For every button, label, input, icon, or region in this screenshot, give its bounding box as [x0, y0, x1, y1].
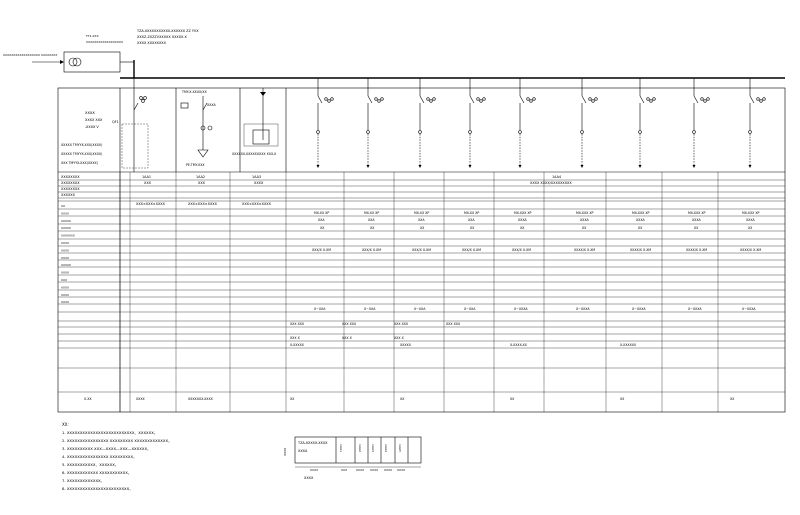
- cabinet-id-3: 1AA4: [384, 444, 388, 453]
- ct-ratio-6: XXXX/X X.XM: [630, 248, 652, 252]
- feeder-3-ct: [469, 131, 472, 134]
- feeder-7-ct: [693, 131, 696, 134]
- breaker-number-3: XX: [470, 226, 475, 230]
- feeder-5-meter-0: [589, 98, 592, 101]
- cable-spec-1: XXXXX: [400, 343, 411, 347]
- ammeter-range-5: X~XXXA: [576, 307, 590, 311]
- breaker-type-1: MX-XX XP: [364, 211, 380, 215]
- feeder-8-arrow: [749, 165, 752, 168]
- item-label-9: XXXX: [61, 270, 69, 275]
- ct-ratio-4: XXX/X X.XM: [512, 248, 531, 252]
- metering-outer-box: [244, 124, 278, 146]
- feeder-3-meter-0: [477, 98, 480, 101]
- ct-ratio-2: XXX/X X.XM: [412, 248, 431, 252]
- metering-column: [232, 88, 278, 156]
- feeder-4-meter-2: [533, 98, 536, 101]
- power-value-2: XXX XXX: [394, 322, 409, 326]
- feeder-5-ct: [581, 131, 584, 134]
- note-1: 1. XXXXXXXXXXXXXXXXXXXXXXXXXX，XXXXXX。: [62, 430, 158, 435]
- col-type-1: XXX: [198, 181, 205, 185]
- col-type-2: XXXX: [254, 181, 264, 185]
- note-2: 2. XXXXXXXXXXXXXXXX XXXXXXXXX XXXXXXXXXXXXX。: [62, 438, 172, 443]
- feeder-3-meter-2: [483, 98, 486, 101]
- col-dim-0: XXX×XXX×XXXX: [136, 202, 165, 206]
- metering-label: XXXXXX-XXXXXXXXX XXX-X: [232, 152, 277, 156]
- left-info-panel: [61, 111, 103, 165]
- breaker-type-5: MX-XXX XP: [576, 211, 594, 215]
- footer-label-3: XX: [290, 397, 295, 401]
- feeder-1-ct: [367, 131, 370, 134]
- power-value-0: XXX XXX: [290, 322, 305, 326]
- cabinet-layout-sub: XXXA: [298, 449, 308, 453]
- row-label-2: XXXXXXXX: [61, 187, 80, 191]
- main-bus-pe-symbol: [198, 150, 208, 157]
- col-type-0: XXX: [144, 181, 151, 185]
- col-id-2: 1AA3: [252, 175, 262, 179]
- breaker-number-5: XX: [582, 226, 587, 230]
- feeder-1-meter-1: [378, 100, 381, 103]
- footer-label-2: XXXXXXX-XXXX: [188, 397, 213, 401]
- note-3: 3. XXXXXXXXXX XXX—XXXX—XXX—XXXXXX。: [62, 446, 151, 451]
- note-8: 8. XXXXXXXXXXXXXXXXXXXXXXXX。: [62, 486, 134, 491]
- schedule-table-cells: [61, 204, 761, 401]
- main-bus-rating: XXXA: [207, 103, 216, 107]
- col-dim-1: XXX×XXX×XXXX: [188, 202, 217, 206]
- feeder-6-ct: [639, 131, 642, 134]
- col-id-3: 1AA4: [552, 175, 562, 179]
- feeder-2-meter-1: [430, 100, 433, 103]
- note-4: 4. XXXXXXXXXXXXXXXX XXXXXXXXX。: [62, 454, 137, 459]
- pe-label: PE-TMY-XXX: [186, 163, 205, 167]
- outgoing-feeders: [317, 78, 766, 168]
- feeder-6-meter-0: [647, 98, 650, 101]
- col-id-1: 1AA2: [196, 175, 206, 179]
- current-value-2: XXX X: [394, 336, 404, 340]
- incoming-section: [3, 29, 199, 78]
- cabinet-id-4: 1AA5: [398, 444, 402, 453]
- breaker-rating-3: XXA: [468, 218, 475, 222]
- main-bus-label: TMY-X.XXXX/XX: [182, 90, 207, 94]
- feeder-0-ct: [317, 131, 320, 134]
- cabinet-dim-0: XXXX: [310, 468, 319, 472]
- main-bus-meter-box: [181, 103, 188, 108]
- breaker-rating-6: XXXA: [636, 218, 645, 222]
- feeder-3-meter-1: [480, 100, 483, 103]
- notes-title: XX：: [62, 422, 72, 427]
- feeder-1-meter-2: [381, 98, 384, 101]
- incomer-column: [112, 78, 148, 172]
- col-group: XXXX XXXX/XXXXXXXXX: [530, 181, 572, 185]
- item-label-8: XXXXX: [61, 263, 71, 268]
- note-7: 7. XXXXXXXXXXXXX。: [62, 478, 105, 483]
- incoming-spec-2: XXXZ-ZXZZVXXXXX XXXXX.X: [137, 35, 187, 39]
- feeder-0-meter-1: [328, 100, 331, 103]
- breaker-type-3: MX-XX XP: [464, 211, 480, 215]
- cable-spec-3: X-XXXXXX: [620, 343, 637, 347]
- power-value-1: XXX XXX: [342, 322, 357, 326]
- cabinet-id-2: 1AA3: [371, 444, 375, 453]
- item-label-1: XXXX: [61, 211, 69, 216]
- feeder-6-meter-1: [650, 100, 653, 103]
- incoming-line-label: XXXXXXXXXXXXXXXXXX XXXXXXXX: [3, 53, 58, 57]
- col-dim-2: XXX×XXX×XXXX: [242, 202, 271, 206]
- transformer-box: [64, 52, 120, 72]
- feeder-0-breaker: [318, 96, 322, 103]
- feeder-7-meter-0: [701, 98, 704, 101]
- breaker-type-7: MX-XXX XP: [688, 211, 706, 215]
- ct-ratio-0: XXX/X X.XM: [312, 248, 331, 252]
- cabinet-caption: XXXX: [304, 476, 314, 480]
- feeder-4-ct: [519, 131, 522, 134]
- cable-spec-0: X-XXXXX: [290, 343, 304, 347]
- breaker-number-6: XX: [638, 226, 643, 230]
- power-value-3: XXX XXX: [446, 322, 461, 326]
- ammeter-range-1: X~XXA: [364, 307, 376, 311]
- incomer-qf1-label: QF1: [112, 120, 119, 124]
- cabinet-dim-1: XXX: [341, 468, 348, 472]
- footer-label-5: XX: [510, 397, 515, 401]
- ct-ratio-3: XXX/X X.XM: [462, 248, 481, 252]
- breaker-rating-2: XXA: [418, 218, 425, 222]
- feeder-0-meter-0: [325, 98, 328, 101]
- left-panel-meter-1: XXXXX TMYYX-XXX(XXXX): [61, 143, 103, 147]
- feeder-7-breaker: [694, 96, 698, 103]
- metering-box: [253, 130, 269, 144]
- item-label-6: XXXX: [61, 248, 69, 253]
- feeder-6-arrow: [639, 165, 642, 168]
- left-panel-meter-2: XXXXX TMYYX-XXX(XXXX): [61, 152, 103, 156]
- feeder-8-ct: [749, 131, 752, 134]
- notes-block: [62, 422, 172, 491]
- incomer-breaker-contact: [134, 103, 138, 110]
- feeder-6-breaker: [640, 96, 644, 103]
- feeder-8-breaker: [750, 96, 754, 103]
- item-label-5: XXXX: [61, 241, 69, 245]
- feeder-2-arrow: [419, 165, 422, 168]
- feeder-6-meter-2: [653, 98, 656, 101]
- main-bus-ct-2: [208, 126, 212, 130]
- feeder-1-meter-0: [375, 98, 378, 101]
- cabinet-dim-2: XXXX: [356, 468, 365, 472]
- row-label-0: XXXXXXXX: [61, 175, 80, 179]
- breaker-rating-0: XXA: [318, 218, 325, 222]
- cabinet-layout-label: TZA-XXXXX-XXXX: [298, 441, 328, 445]
- ct-ratio-1: XXX/X X.XM: [362, 248, 381, 252]
- transformer-label-1: TT1-XXX: [86, 34, 99, 38]
- breaker-rating-7: XXXA: [692, 218, 701, 222]
- cabinet-id-1: 1AA2: [358, 444, 362, 453]
- ammeter-range-6: X~XXXA: [632, 307, 646, 311]
- left-panel-title: XXXX: [85, 111, 95, 115]
- note-6: 6. XXXXXXXXXXXX XXXXXXXXXXX。: [62, 470, 132, 475]
- feeder-3-breaker: [470, 96, 474, 103]
- feeder-4-meter-1: [530, 100, 533, 103]
- breaker-number-8: XX: [748, 226, 753, 230]
- feeder-5-breaker: [582, 96, 586, 103]
- footer-label-7: XX: [730, 397, 735, 401]
- row-label-3: XXXXXX: [61, 193, 75, 197]
- ct-ratio-7: XXXX/X X.XM: [686, 248, 708, 252]
- schedule-table: [58, 172, 785, 412]
- feeder-5-meter-1: [592, 100, 595, 103]
- incoming-spec-3: XXXX XXXXXXXX: [137, 41, 166, 45]
- footer-label-1: XXXX: [136, 397, 145, 401]
- cabinet-layout: [283, 437, 421, 480]
- note-5: 5. XXXXXXXXXXX，XXXXXX。: [62, 462, 119, 467]
- feeder-1-breaker: [368, 96, 372, 103]
- feeder-2-meter-2: [433, 98, 436, 101]
- incoming-arrow: [60, 60, 64, 64]
- feeder-4-arrow: [519, 165, 522, 168]
- feeder-7-meter-2: [707, 98, 710, 101]
- breaker-rating-5: XXXA: [580, 218, 589, 222]
- col-id-0: 1AA1: [142, 175, 152, 179]
- ammeter-range-3: X~XXA: [464, 307, 476, 311]
- breaker-number-4: XX: [520, 226, 525, 230]
- ammeter-range-2: X~XXA: [414, 307, 426, 311]
- breaker-type-4: MX-XXX XP: [514, 211, 532, 215]
- ammeter-range-0: X~XXA: [314, 307, 326, 311]
- feeder-4-breaker: [520, 96, 524, 103]
- breaker-type-6: MX-XXX XP: [632, 211, 650, 215]
- item-label-10: XXX: [61, 278, 67, 282]
- feeder-4-meter-0: [527, 98, 530, 101]
- feeder-0-meter-2: [331, 98, 334, 101]
- feeder-8-meter-0: [757, 98, 760, 101]
- item-label-12: XXXX: [61, 292, 69, 297]
- ct-ratio-8: XXXX/X X.XM: [740, 248, 762, 252]
- feeder-7-meter-1: [704, 100, 707, 103]
- item-label-2: XXXXX: [61, 218, 71, 223]
- left-panel-sub-1: XXXX XXX: [85, 118, 103, 122]
- left-panel-meter-3: XXX TMYYX-XXX(XXXX): [61, 161, 98, 165]
- breaker-rating-4: XXXA: [518, 218, 527, 222]
- feeder-2-breaker: [420, 96, 424, 103]
- incomer-dashed-box: [122, 124, 148, 168]
- feeder-0-arrow: [317, 165, 320, 168]
- item-label-11: XXXX: [61, 285, 69, 290]
- cabinet-id-0: 1AA1: [339, 444, 343, 453]
- footer-label-6: XX: [620, 397, 625, 401]
- cabinet-dim-3: XXXX: [370, 468, 379, 472]
- footer-label-0: X.XX: [84, 397, 92, 401]
- breaker-type-2: MX-XX XP: [414, 211, 430, 215]
- cabinet-dim-4: XXXX: [384, 468, 393, 472]
- item-label-4: XXXXXXX: [61, 233, 75, 238]
- ammeter-range-8: X~XXXA: [742, 307, 756, 311]
- item-label-13: XXXX: [61, 300, 69, 305]
- ammeter-range-7: X~XXXA: [688, 307, 702, 311]
- ammeter-range-4: X~XXXA: [514, 307, 528, 311]
- breaker-rating-8: XXXA: [746, 218, 755, 222]
- current-value-1: XXX X: [342, 336, 352, 340]
- item-label-3: XXXXX: [61, 226, 71, 231]
- feeder-8-meter-1: [760, 100, 763, 103]
- breaker-type-8: MX-XXX XP: [742, 211, 760, 215]
- breaker-number-0: XX: [320, 226, 325, 230]
- ct-ratio-5: XXXX/X X.XM: [574, 248, 596, 252]
- feeder-1-arrow: [367, 165, 370, 168]
- feeder-7-arrow: [693, 165, 696, 168]
- left-panel-sub-2: -XXXX V: [85, 125, 99, 129]
- breaker-number-1: XX: [370, 226, 375, 230]
- breaker-number-2: XX: [420, 226, 425, 230]
- schedule-table-text: [61, 175, 572, 206]
- cabinet-height: XXXX: [283, 447, 287, 456]
- feeder-2-meter-0: [427, 98, 430, 101]
- current-value-0: XXX X: [290, 336, 300, 340]
- row-label-1: XXXXXXXX: [61, 181, 80, 185]
- feeder-3-arrow: [469, 165, 472, 168]
- feeder-2-ct: [419, 131, 422, 134]
- transformer-label-2: XXXXXXXXXXXXXXXXXX: [86, 40, 123, 44]
- feeder-8-meter-2: [763, 98, 766, 101]
- breaker-number-7: XX: [694, 226, 699, 230]
- footer-label-4: XX: [400, 397, 405, 401]
- feeder-5-meter-2: [595, 98, 598, 101]
- breaker-rating-1: XXA: [368, 218, 375, 222]
- cable-spec-2: X-XXXX-XX: [510, 343, 527, 347]
- main-bus-column: [176, 88, 286, 172]
- breaker-type-0: MX-XX XP: [314, 211, 330, 215]
- incoming-spec-1: TZA-XXXXXXXXXXX-XXXXXX ZZ YVX: [137, 29, 199, 33]
- cabinet-dim-5: XXXX: [397, 468, 406, 472]
- feeder-5-arrow: [581, 165, 584, 168]
- item-label-7: XXXX: [61, 255, 69, 260]
- item-label-0: XX: [61, 204, 65, 208]
